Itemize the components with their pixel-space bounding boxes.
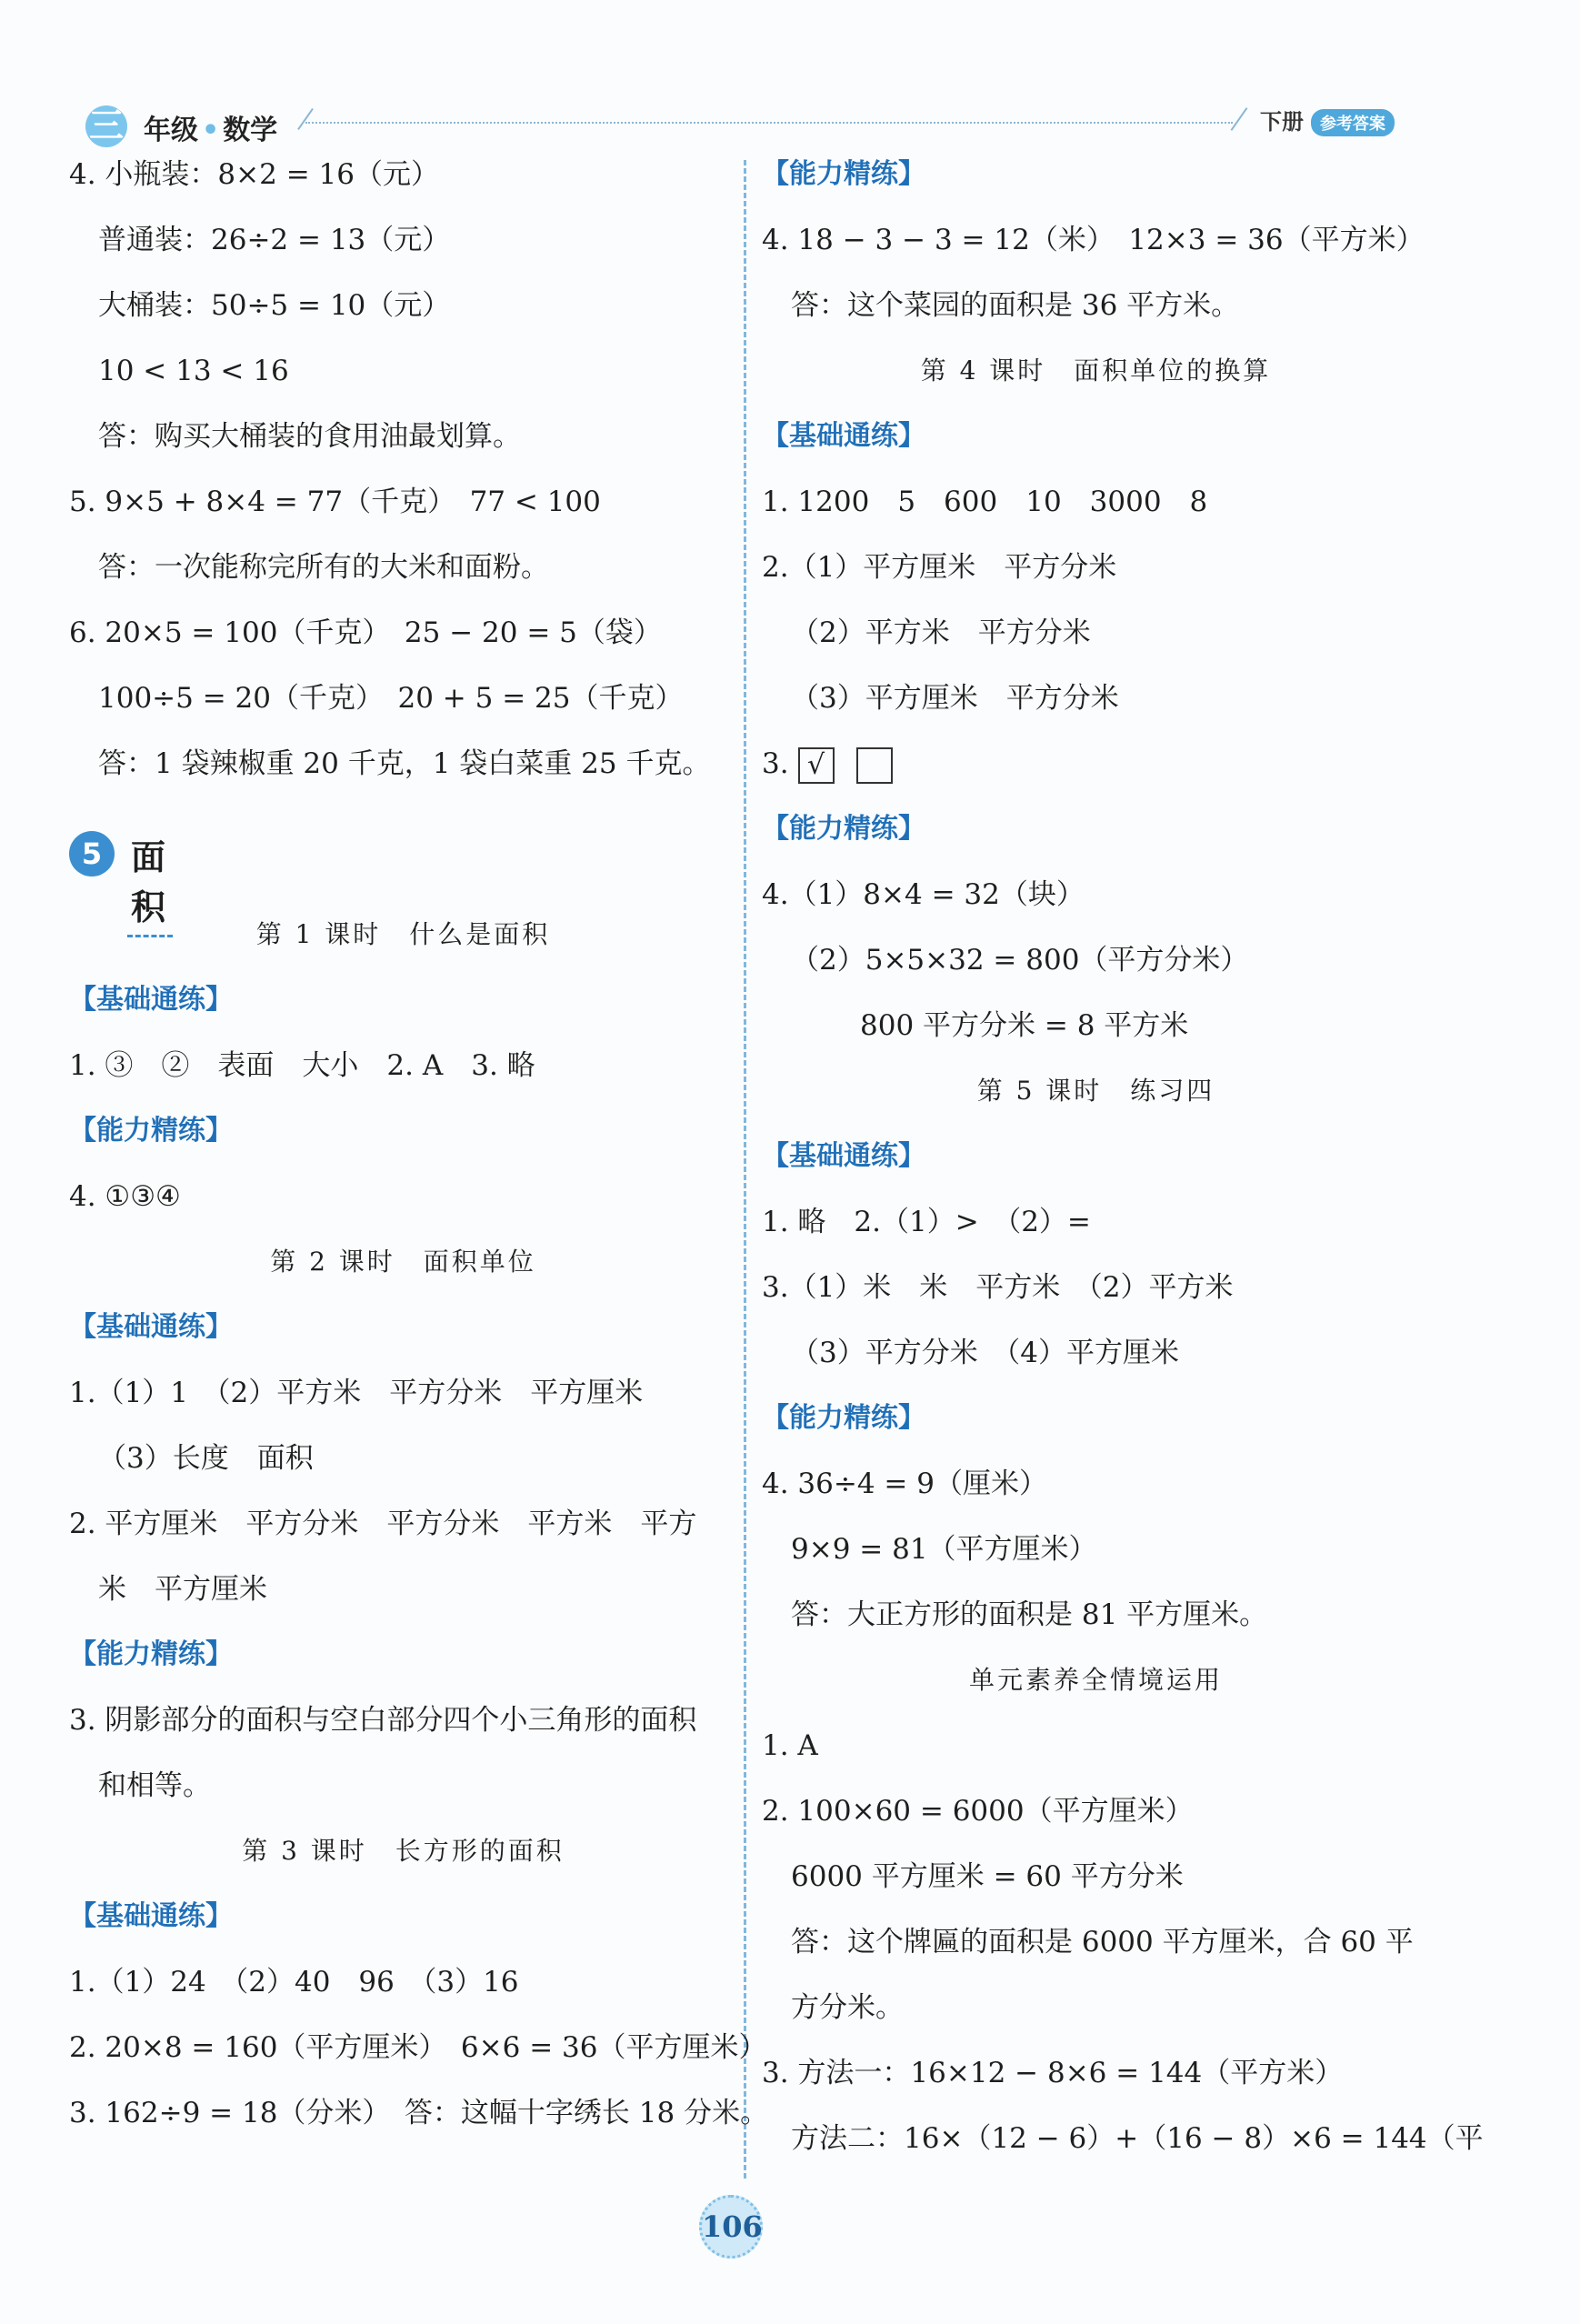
answer-line: （3）长度 面积	[98, 1442, 314, 1475]
answer-line: 答：1 袋辣椒重 20 千克，1 袋白菜重 25 千克。	[98, 747, 711, 780]
header-volume	[1260, 104, 1395, 136]
answer-line: 9×9 = 81（平方厘米）	[791, 1533, 1097, 1566]
answer-line: 3.（1）米 米 平方米 （2）平方米	[762, 1271, 1234, 1304]
header-slash-decoration	[1231, 107, 1248, 131]
grade-badge: 三	[85, 105, 127, 147]
question-number: 3.	[762, 747, 789, 780]
answer-line: 答：大正方形的面积是 81 平方厘米。	[791, 1598, 1268, 1631]
lesson-heading: 第 5 课时 练习四	[976, 1076, 1215, 1106]
grade-word: 年级	[144, 115, 198, 146]
lesson-heading: 第 3 课时 长方形的面积	[242, 1836, 565, 1866]
answer-line: 1. 1200 5 600 10 3000 8	[762, 486, 1208, 518]
answer-line: 4. ①③④	[69, 1180, 181, 1213]
answer-line: 1. A	[762, 1729, 818, 1762]
section-heading: 【基础通练】	[762, 1140, 925, 1172]
answer-line: 100÷5 = 20（千克） 20 + 5 = 25（千克）	[98, 682, 684, 715]
lesson-heading: 第 1 课时 什么是面积	[255, 919, 551, 949]
answer-line: 2. 平方厘米 平方分米 平方分米 平方米 平方	[69, 1508, 697, 1540]
answer-line: 和相等。	[98, 1769, 211, 1802]
answer-line: 3. 阴影部分的面积与空白部分四个小三角形的面积	[69, 1704, 697, 1737]
answer-line: 6. 20×5 = 100（千克） 25 − 20 = 5（袋）	[69, 616, 662, 649]
page-number: 106	[699, 2195, 763, 2259]
answer-line: （2）5×5×32 = 800（平方分米）	[791, 944, 1249, 977]
section-heading: 【能力精练】	[762, 813, 925, 845]
answer-line: 大桶装：50÷5 = 10（元）	[98, 289, 451, 322]
page-header	[78, 102, 1405, 153]
section-heading: 【基础通练】	[762, 420, 925, 452]
answer-line: 5. 9×5 + 8×4 = 77（千克） 77 < 100	[69, 486, 601, 518]
answer-line: 6000 平方厘米 = 60 平方分米	[791, 1860, 1184, 1893]
answer-line-checkboxes	[762, 746, 893, 784]
chapter-number-badge: 5	[69, 831, 115, 877]
lesson-heading: 第 2 课时 面积单位	[270, 1247, 536, 1277]
answer-line: 2. 20×8 = 160（平方厘米） 6×6 = 36（平方厘米）	[69, 2031, 767, 2064]
answer-line: （3）平方分米 （4）平方厘米	[791, 1337, 1179, 1369]
answer-line: 3. 方法一：16×12 − 8×6 = 144（平方米）	[762, 2057, 1344, 2089]
section-heading: 【基础通练】	[69, 1900, 233, 1932]
answer-line: 3. 162÷9 = 18（分米） 答：这幅十字绣长 18 分米。	[69, 2097, 769, 2129]
column-divider	[744, 160, 746, 2179]
volume-label: 下册	[1260, 109, 1304, 135]
answer-line: 4. 36÷4 = 9（厘米）	[762, 1468, 1047, 1500]
answer-line: 答：这个菜园的面积是 36 平方米。	[791, 289, 1240, 322]
answer-line: 1.（1）24 （2）40 96 （3）16	[69, 1966, 519, 1998]
answer-line: 答：这个牌匾的面积是 6000 平方厘米，合 60 平	[791, 1926, 1414, 1958]
answer-line: 方分米。	[791, 1991, 904, 2024]
header-slash-decoration	[297, 108, 314, 130]
answer-line: 方法二：16×（12 − 6）+（16 − 8）×6 = 144（平	[791, 2122, 1484, 2155]
answer-line: 2.（1）平方厘米 平方分米	[762, 551, 1117, 584]
answer-line: 4. 小瓶装：8×2 = 16（元）	[69, 158, 439, 191]
answer-line: 10 < 13 < 16	[98, 355, 289, 387]
answer-line: 米 平方厘米	[98, 1573, 267, 1606]
answer-key-badge: 参考答案	[1311, 109, 1395, 136]
answer-line: 2. 100×60 = 6000（平方厘米）	[762, 1795, 1194, 1828]
answer-line: 800 平方分米 = 8 平方米	[860, 1009, 1189, 1042]
header-dotted-line	[305, 122, 1233, 124]
empty-box-icon	[856, 747, 893, 784]
answer-line: 1. 略 2.（1）> （2）=	[762, 1206, 1091, 1238]
answer-line: 4. 18 − 3 − 3 = 12（米） 12×3 = 36（平方米）	[762, 224, 1425, 256]
unit-heading: 单元素养全情境运用	[968, 1665, 1223, 1695]
answer-line: 答：购买大桶装的食用油最划算。	[98, 420, 521, 453]
lesson-heading: 第 4 课时 面积单位的换算	[920, 356, 1272, 386]
header-title	[144, 107, 277, 147]
answer-line: （3）平方厘米 平方分米	[791, 682, 1119, 715]
answer-line: 1.（1）1 （2）平方米 平方分米 平方厘米	[69, 1377, 644, 1409]
section-heading: 【能力精练】	[762, 1402, 925, 1434]
section-heading: 【基础通练】	[69, 1311, 233, 1343]
section-heading: 【基础通练】	[69, 984, 233, 1016]
chapter-title: 面积	[127, 829, 173, 937]
answer-line: （2）平方米 平方分米	[791, 616, 1091, 649]
answer-line: 普通装：26÷2 = 13（元）	[98, 224, 451, 256]
answer-line: 答：一次能称完所有的大米和面粉。	[98, 551, 549, 584]
section-heading: 【能力精练】	[69, 1638, 233, 1670]
checked-box-icon: √	[798, 747, 835, 784]
section-heading: 【能力精练】	[762, 158, 925, 190]
answer-line: 4.（1）8×4 = 32（块）	[762, 878, 1085, 911]
subject-name: 数学	[223, 115, 278, 146]
dot-separator-icon: •	[202, 115, 220, 146]
answer-line: 1. ③ ② 表面 大小 2. A 3. 略	[69, 1049, 535, 1082]
section-heading: 【能力精练】	[69, 1115, 233, 1147]
